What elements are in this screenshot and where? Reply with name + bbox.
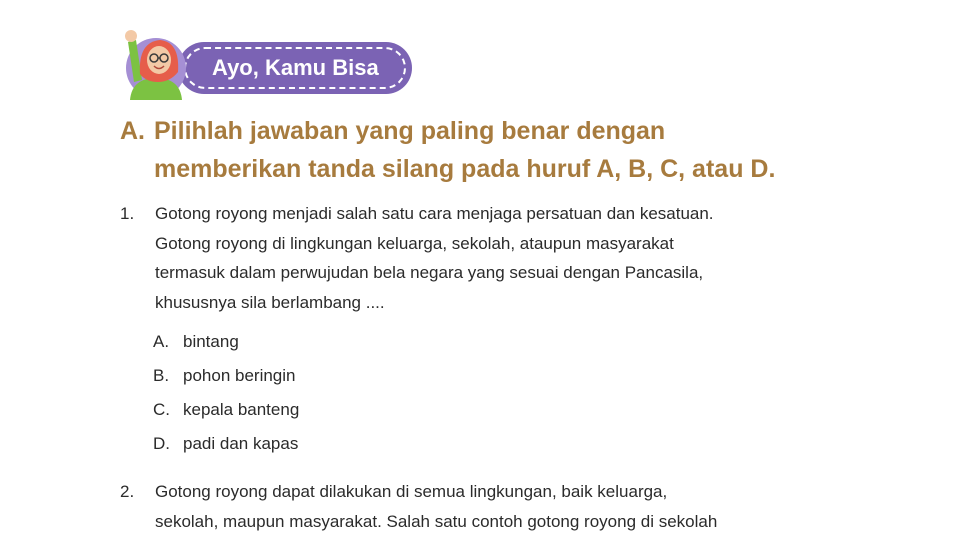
question-line: Gotong royong menjadi salah satu cara menjaga persatuan dan kesatuan. — [155, 204, 714, 223]
option-b[interactable] — [153, 362, 299, 396]
question-1-options — [153, 328, 299, 464]
option-text: padi dan kapas — [183, 434, 299, 453]
question-line: termasuk dalam perwujudan bela negara yang sesuai dengan Pancasila, — [155, 263, 704, 282]
option-letter: B. — [153, 366, 170, 385]
section-heading — [120, 112, 900, 188]
banner-label: Ayo, Kamu Bisa — [212, 55, 379, 80]
girl-avatar-icon — [120, 22, 192, 102]
option-text: pohon beringin — [183, 366, 296, 385]
question-number: 1. — [120, 204, 135, 223]
option-c[interactable] — [153, 396, 299, 430]
question-text — [155, 477, 850, 536]
banner-pill — [178, 42, 412, 94]
section-title-line1: Pilihlah jawaban yang paling benar dengan — [154, 117, 666, 145]
question-line: khususnya sila berlambang .... — [155, 292, 385, 312]
question-1 — [120, 199, 850, 317]
section-letter: A. — [120, 117, 145, 145]
question-line: sekolah, maupun masyarakat. Salah satu contoh gotong royong di sekolah — [155, 511, 718, 531]
option-letter: D. — [153, 434, 170, 453]
option-a[interactable] — [153, 328, 299, 362]
question-text — [155, 199, 850, 317]
activity-banner — [120, 22, 420, 102]
option-text: kepala banteng — [183, 400, 300, 419]
avatar-fist — [125, 30, 137, 42]
section-title-line2: memberikan tanda silang pada huruf A, B, C, atau D. — [154, 155, 776, 183]
question-line: Gotong royong dapat dilakukan di semua lingkungan, baik keluarga, — [155, 482, 668, 501]
question-2 — [120, 477, 850, 536]
option-text: bintang — [183, 332, 239, 351]
option-letter: C. — [153, 400, 170, 419]
option-d[interactable] — [153, 430, 299, 464]
question-line: Gotong royong di lingkungan keluarga, sekolah, ataupun masyarakat — [155, 233, 674, 253]
option-letter: A. — [153, 332, 170, 351]
question-number: 2. — [120, 482, 135, 501]
